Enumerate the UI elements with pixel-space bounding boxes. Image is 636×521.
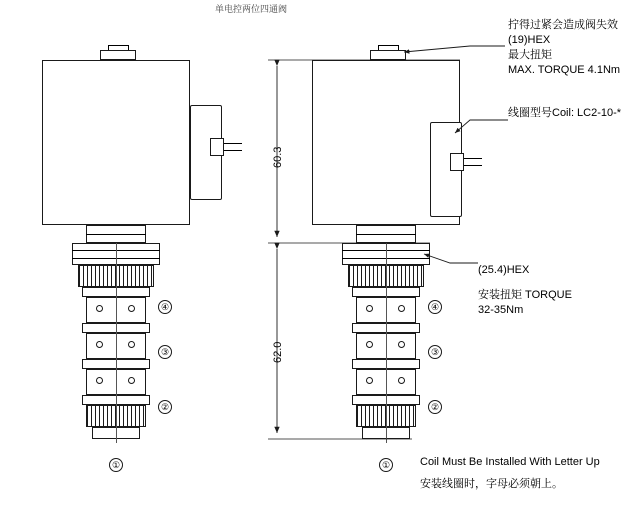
port-callout-left-1: ① (109, 458, 123, 472)
solenoid-top-stud-left-edge1 (108, 45, 109, 50)
coil-pin-left-a (222, 143, 242, 144)
valve-neck-line-right (356, 234, 416, 235)
port-dot-left-a (96, 305, 103, 312)
hex19-line-1: 拧得过紧会造成阀失效 (508, 19, 618, 31)
coil-pin-left-b (222, 150, 242, 151)
solenoid-top-stud-left (108, 45, 128, 46)
centerline-right (386, 243, 387, 443)
coil-terminal-right (450, 153, 464, 171)
footer-line-2: 安装线圈时，字母必须朝上。 (420, 478, 563, 490)
port-dot-left-d (128, 341, 135, 348)
hex254-line-3: 32-35Nm (478, 304, 524, 316)
port-dot-right-d (398, 341, 405, 348)
hex19-line-4: MAX. TORQUE 4.1Nm (508, 64, 621, 76)
solenoid-body-left (42, 60, 190, 225)
dimension-label-60-3: 60.3 (272, 146, 284, 168)
drawing-title: 单电控两位四通阀 (215, 4, 288, 14)
solenoid-top-nut-left (100, 50, 136, 60)
port-dot-right-f (398, 377, 405, 384)
solenoid-top-stud-right-edge1 (378, 45, 379, 50)
coil-terminal-left (210, 138, 224, 156)
leader-hex19 (404, 46, 505, 52)
dimension-label-62-0: 62.0 (272, 341, 284, 363)
port-callout-left-4: ④ (158, 300, 172, 314)
port-dot-left-e (96, 377, 103, 384)
solenoid-top-stud-right (378, 45, 398, 46)
port-dot-left-f (128, 377, 135, 384)
port-callout-right-4: ④ (428, 300, 442, 314)
valve-neck-line-left (86, 234, 146, 235)
port-callout-right-1: ① (379, 458, 393, 472)
centerline-left (116, 243, 117, 443)
port-dot-right-b (398, 305, 405, 312)
port-dot-left-b (128, 305, 135, 312)
port-dot-right-a (366, 305, 373, 312)
leader-hex254 (424, 254, 478, 263)
solenoid-top-nut-right (370, 50, 406, 60)
coil-line-1: 线圈型号Coil: LC2-10-* (508, 107, 622, 119)
leader-coil (455, 120, 508, 133)
coil-pin-right-b (462, 165, 482, 166)
port-callout-right-3: ③ (428, 345, 442, 359)
hex254-line-2: 安装扭矩 TORQUE (478, 289, 572, 301)
footer-line-1: Coil Must Be Installed With Letter Up (420, 456, 600, 468)
port-callout-left-3: ③ (158, 345, 172, 359)
hex19-line-3: 最大扭矩 (508, 49, 552, 61)
port-dot-right-c (366, 341, 373, 348)
port-callout-left-2: ② (158, 400, 172, 414)
hex254-line-1: (25.4)HEX (478, 264, 530, 276)
solenoid-top-stud-right-edge2 (398, 45, 399, 50)
coil-pin-right-a (462, 158, 482, 159)
port-dot-left-c (96, 341, 103, 348)
hex19-line-2: (19)HEX (508, 34, 551, 46)
port-callout-right-2: ② (428, 400, 442, 414)
port-dot-right-e (366, 377, 373, 384)
solenoid-top-stud-left-edge2 (128, 45, 129, 50)
